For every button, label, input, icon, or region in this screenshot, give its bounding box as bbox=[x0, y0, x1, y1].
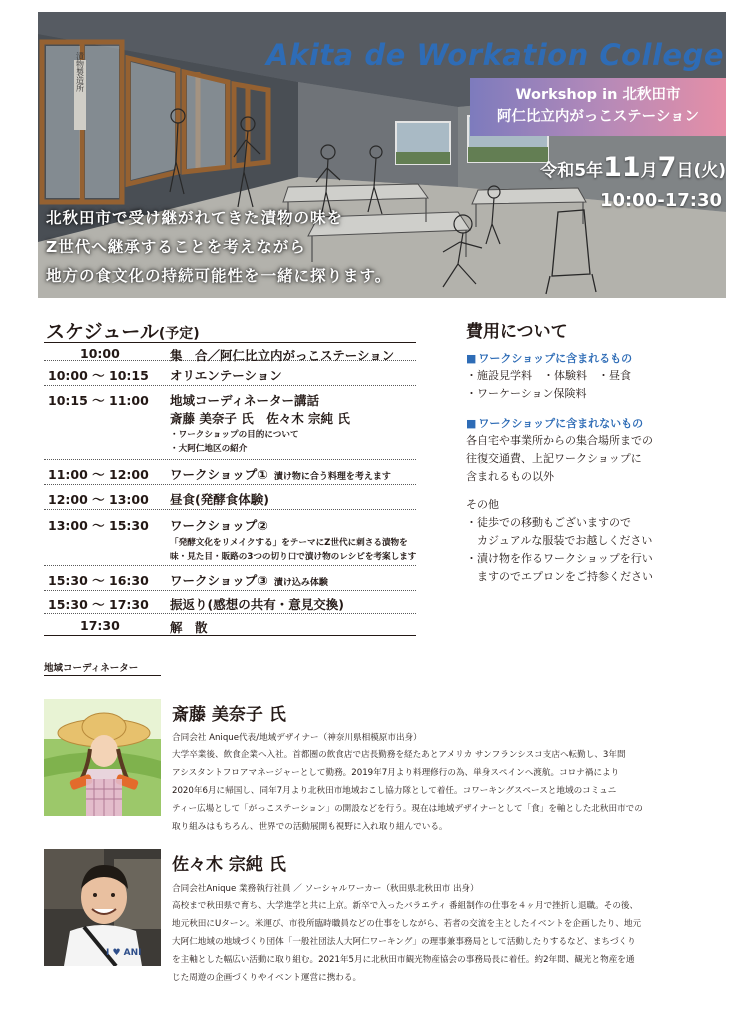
coordinator-role: 合同会社 Anique代表/地域デザイナー（神奈川県相模原市出身） bbox=[172, 733, 422, 743]
date-day-unit: 日(火) bbox=[676, 161, 726, 181]
row-activity: ワークショップ③ bbox=[170, 573, 268, 588]
schedule-row bbox=[44, 510, 416, 566]
row-time: 11:00 ～ 12:00 bbox=[48, 467, 149, 482]
row-detail: 「発酵文化をリメイクする」をテーマにZ世代に刺さる漬物を bbox=[170, 538, 408, 548]
cost-excluded-line: 各自宅や事業所からの集合場所までの bbox=[466, 434, 653, 447]
row-time: 10:15 ～ 11:00 bbox=[48, 393, 149, 408]
coordinator-role: 合同会社Anique 業務執行社員 ／ ソーシャルワーカー（秋田県北秋田市 出身） bbox=[172, 884, 479, 894]
row-detail: ・ワークショップの目的について bbox=[170, 430, 299, 440]
row-activity: 振返り(感想の共有・意見交換) bbox=[170, 597, 344, 612]
schedule-title-note: (予定) bbox=[158, 326, 200, 342]
row-speakers: 斎藤 美奈子 氏 佐々木 宗純 氏 bbox=[170, 411, 350, 426]
row-time: 12:00 ～ 13:00 bbox=[48, 492, 149, 507]
date-month-unit: 月 bbox=[640, 161, 658, 181]
row-time: 10:00 bbox=[80, 346, 120, 361]
row-activity: 集 合／阿仁比立内がっこステーション bbox=[170, 348, 395, 363]
catch-line: 地方の食文化の持続可能性を一緒に探ります。 bbox=[46, 267, 392, 285]
schedule-row bbox=[44, 386, 416, 460]
row-time: 10:00 ～ 10:15 bbox=[48, 368, 149, 383]
row-time: 15:30 ～ 16:30 bbox=[48, 573, 149, 588]
bio-line: を主軸とした幅広い活動に取り組む。2021年5月に北秋田市観光物産協会の事務局長に着任。約2年間、観光と物産を通 bbox=[172, 955, 635, 965]
cost-included-line: ・ワーケーション保険料 bbox=[466, 387, 587, 400]
hero-banner bbox=[38, 12, 726, 298]
date-month: 11 bbox=[603, 152, 641, 183]
date-prefix: 令和5年 bbox=[540, 161, 604, 181]
row-note: 漬け物に合う料理を考えます bbox=[273, 472, 391, 482]
catchphrase bbox=[46, 204, 391, 291]
coordinator-photo-saito bbox=[44, 699, 161, 816]
row-note: 漬け込み体験 bbox=[273, 578, 328, 588]
coordinator-photo-sasaki bbox=[44, 849, 161, 966]
cost-other-heading: その他 bbox=[466, 498, 499, 511]
cost-excluded-line: 往復交通費、上記ワークショップに bbox=[466, 452, 642, 465]
bio-line: 高校まで秋田県で育ち、大学進学と共に上京。新卒で入ったバラエティ 番組制作の仕事を４ヶ月で挫折し退職。その後、 bbox=[172, 901, 639, 911]
coordinator-bio bbox=[172, 897, 692, 987]
shirt-print: I ♥ ANI bbox=[106, 948, 142, 958]
date-day: 7 bbox=[657, 152, 677, 183]
event-time: 10:00-17:30 bbox=[599, 190, 722, 211]
workshop-box bbox=[470, 78, 726, 136]
coordinator-bio bbox=[172, 746, 692, 836]
bio-line: じた周遊の企画づくりやイベント運営に携わる。 bbox=[172, 973, 362, 983]
cost-title: 費用について bbox=[466, 322, 568, 342]
schedule-table bbox=[44, 342, 416, 636]
bio-line: ティー広場として「がっこステーション」の開設などを行う。現在は地域デザイナーとして「食」を軸とした北秋田市での bbox=[172, 804, 643, 814]
row-activity: 解 散 bbox=[170, 620, 208, 635]
workshop-venue: 阿仁比立内がっこステーション bbox=[496, 109, 700, 125]
cost-other-line: ・徒歩での移動もございますので bbox=[466, 516, 631, 529]
schedule-row bbox=[44, 614, 416, 636]
schedule-row bbox=[44, 566, 416, 591]
catch-line: Z世代へ継承することを考えながら bbox=[46, 238, 306, 256]
bio-line: 2020年6月に帰国し、同年7月より北秋田市地域おこし協力隊として着任。コワーキングスペースと地域のコミュニ bbox=[172, 786, 617, 796]
bio-line: 取り組みはもちろん、世界での活動展開も視野に入れ取り組んでいる。 bbox=[172, 822, 448, 832]
cost-other-line: カジュアルな服装でお越しください bbox=[466, 534, 653, 547]
cost-excluded-heading: ■ ワークショップに含まれないもの bbox=[466, 415, 643, 431]
row-time: 15:30 ～ 17:30 bbox=[48, 597, 149, 612]
schedule-title-text: スケジュール bbox=[46, 321, 159, 343]
row-detail: ・大阿仁地区の紹介 bbox=[170, 444, 248, 454]
bio-line: 大学卒業後、飲食企業へ入社。首都圏の飲食店で店長勤務を経たあとアメリカ サンフランシスコ支店へ転勤し、3年間 bbox=[172, 750, 626, 760]
coordinator-name: 佐々木 宗純 氏 bbox=[172, 855, 286, 875]
cost-other-line: ・漬け物を作るワークショップを行い bbox=[466, 552, 653, 565]
cost-included-heading: ■ ワークショップに含まれるもの bbox=[466, 350, 632, 366]
bio-line: アシスタントフロアマネージャーとして勤務。2019年7月より料理修行の為、単身スペインへ渡航。コロナ禍により bbox=[172, 768, 620, 778]
event-title: Akita de Workation College bbox=[266, 38, 724, 72]
section-divider bbox=[44, 675, 161, 676]
row-time: 13:00 ～ 15:30 bbox=[48, 518, 149, 533]
schedule-row bbox=[44, 460, 416, 485]
row-activity: ワークショップ② bbox=[170, 518, 268, 533]
cost-included-line: ・施設見学料 ・体験料 ・昼食 bbox=[466, 369, 631, 382]
row-activity: ワークショップ① bbox=[170, 467, 268, 482]
bio-line: 大阿仁地域の地域づくり団体「一般社団法人大阿仁ワーキング」の理事兼事務局として活動したりするなど、まちづくり bbox=[172, 937, 636, 947]
schedule-row bbox=[44, 591, 416, 614]
schedule-row bbox=[44, 361, 416, 386]
row-activity: オリエンテーション bbox=[170, 368, 282, 383]
row-activity: 地域コーディネーター講話 bbox=[170, 393, 320, 408]
row-detail: 味・見た目・販路の3つの切り口で漬け物のレシピを考案します bbox=[170, 552, 417, 562]
schedule-title bbox=[46, 317, 200, 344]
coordinator-section-label: 地域コーディネーター bbox=[44, 663, 139, 674]
workshop-location: Workshop in 北秋田市 bbox=[515, 87, 681, 103]
row-time: 17:30 bbox=[80, 618, 120, 633]
cost-other-line: ますのでエプロンをご持参ください bbox=[466, 570, 653, 583]
row-activity: 昼食(発酵食体験) bbox=[170, 492, 269, 507]
cost-excluded-line: 含まれるもの以外 bbox=[466, 470, 554, 483]
schedule-row bbox=[44, 485, 416, 510]
catch-line: 北秋田市で受け継がれてきた漬物の味を bbox=[46, 209, 344, 227]
schedule-row bbox=[44, 342, 416, 361]
coordinator-name: 斎藤 美奈子 氏 bbox=[172, 705, 286, 725]
event-date bbox=[496, 152, 726, 183]
bio-line: 地元秋田にUターン。米運び、市役所臨時職員などの仕事をしながら、若者の交流を主としたイベントを企画したり、地元 bbox=[172, 919, 642, 929]
